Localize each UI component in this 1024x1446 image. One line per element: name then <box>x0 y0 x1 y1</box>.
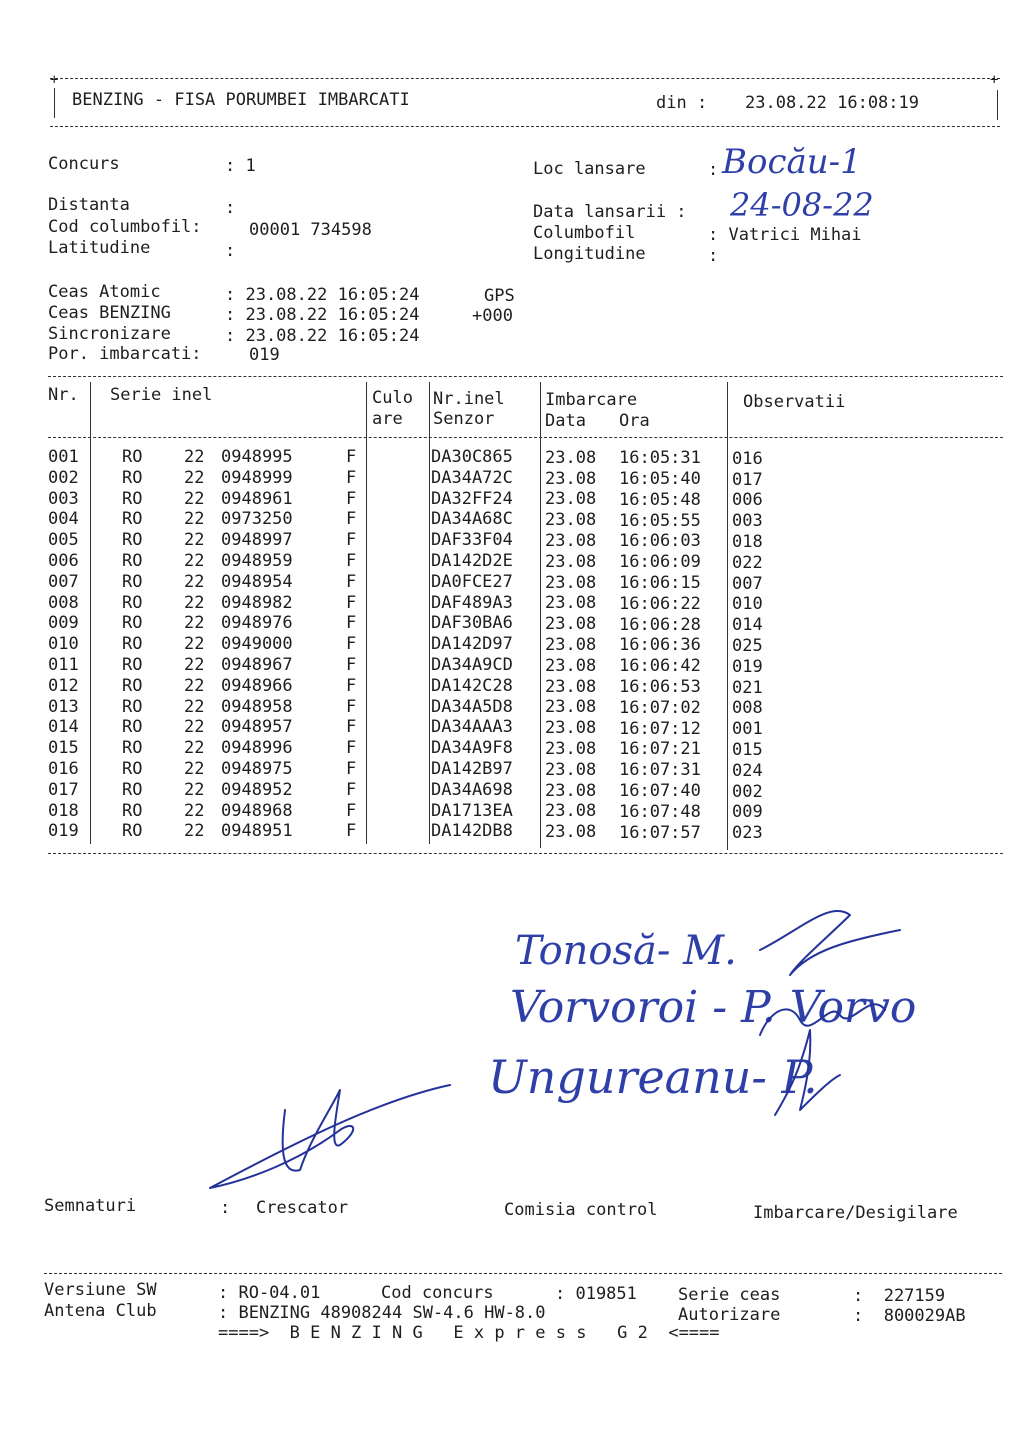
row-ring: 0948967 <box>221 655 293 675</box>
row-year: 22 <box>184 592 205 613</box>
ceas-benzing-value: : 23.08.22 16:05:24 <box>225 305 420 325</box>
row-time: 16:07:48 <box>619 801 701 822</box>
row-ring: 0948995 <box>221 447 293 467</box>
row-year: 22 <box>184 675 205 696</box>
row-sex: F <box>346 613 357 634</box>
row-country: RO <box>122 571 143 592</box>
col-header-data: Data <box>545 411 586 431</box>
row-date: 23.08 <box>545 759 597 780</box>
row-observatii: 010 <box>732 594 763 615</box>
row-nr: 015 <box>48 738 79 759</box>
row-time: 16:07:31 <box>619 760 701 781</box>
row-nr: 009 <box>48 613 79 634</box>
row-sensor: DA1713EA <box>431 800 513 821</box>
row-country: RO <box>122 592 143 613</box>
row-sex: F <box>346 800 357 821</box>
row-sex: F <box>346 717 357 738</box>
row-country: RO <box>122 467 143 488</box>
row-ring: 0948982 <box>221 592 293 613</box>
row-date: 23.08 <box>545 572 597 593</box>
cod-columbofil-label: Cod columbofil: <box>48 217 202 237</box>
data-lansarii-handwritten: 24-08-22 <box>730 186 874 224</box>
row-year: 22 <box>184 821 205 842</box>
versiune-label: Versiune SW <box>44 1280 157 1300</box>
row-time: 16:07:57 <box>619 822 701 843</box>
row-year: 22 <box>184 530 205 551</box>
row-sensor: DA34A9F8 <box>431 738 513 759</box>
row-time: 16:05:31 <box>619 448 701 469</box>
row-nr: 019 <box>48 821 79 842</box>
row-year: 22 <box>184 800 205 821</box>
row-ring: 0949000 <box>221 634 293 655</box>
row-year: 22 <box>184 551 205 571</box>
row-nr: 017 <box>48 779 79 800</box>
row-ring: 0948975 <box>221 759 293 779</box>
row-ring: 0948959 <box>221 551 293 571</box>
row-ring: 0948952 <box>221 779 293 800</box>
sincronizare-label: Sincronizare <box>48 324 171 344</box>
ceas-atomic-value: : 23.08.22 16:05:24 <box>225 285 420 305</box>
row-time: 16:07:12 <box>619 718 701 739</box>
row-sensor: DA142D2E <box>431 551 513 572</box>
row-country: RO <box>122 488 143 509</box>
row-time: 16:05:55 <box>619 510 701 531</box>
row-observatii: 021 <box>732 677 763 698</box>
latitudine-value: : <box>225 241 236 261</box>
row-nr: 014 <box>48 717 79 738</box>
concurs-value: : 1 <box>225 156 256 176</box>
row-observatii: 009 <box>732 802 763 823</box>
ceas-benzing-suffix: +000 <box>472 306 513 326</box>
row-year: 22 <box>184 717 205 738</box>
antena-label: Antena Club <box>44 1301 157 1321</box>
signature-crescator <box>210 1085 450 1188</box>
header-din-value: 23.08.22 16:08:19 <box>745 93 919 113</box>
ceas-atomic-suffix: GPS <box>484 286 515 306</box>
row-sex: F <box>346 821 357 842</box>
row-year: 22 <box>184 759 205 779</box>
longitudine-value: : <box>708 246 719 266</box>
row-sensor: DAF30BA6 <box>431 613 513 634</box>
col-header-nrinel: Nr.inel <box>433 389 505 409</box>
row-year: 22 <box>184 779 205 800</box>
row-observatii: 006 <box>732 490 763 511</box>
row-observatii: 018 <box>732 532 763 553</box>
row-country: RO <box>122 634 143 655</box>
row-nr: 012 <box>48 675 79 696</box>
row-nr: 010 <box>48 634 79 655</box>
row-nr: 011 <box>48 655 79 675</box>
row-sex: F <box>346 571 357 592</box>
col-header-culo: Culo <box>372 388 413 408</box>
row-sensor: DA142B97 <box>431 759 513 780</box>
row-date: 23.08 <box>545 718 597 739</box>
row-country: RO <box>122 696 143 717</box>
row-date: 23.08 <box>545 801 597 822</box>
row-sensor: DA30C865 <box>431 447 513 468</box>
handwritten-name-3: Ungureanu- P. <box>488 1050 818 1104</box>
row-country: RO <box>122 447 143 467</box>
semnaturi-crescator: Crescator <box>256 1198 349 1218</box>
semnaturi-colon: : <box>220 1198 231 1218</box>
antena-value: : BENZING 48908244 SW-4.6 HW-8.0 <box>218 1303 546 1323</box>
ceas-atomic-label: Ceas Atomic <box>48 282 161 302</box>
row-country: RO <box>122 800 143 821</box>
col-header-nr: Nr. <box>48 385 79 405</box>
row-date: 23.08 <box>545 614 597 635</box>
row-year: 22 <box>184 634 205 655</box>
versiune-value: : RO-04.01 <box>218 1283 321 1303</box>
row-country: RO <box>122 738 143 759</box>
concurs-label: Concurs <box>48 154 120 174</box>
row-sex: F <box>346 530 357 551</box>
row-nr: 016 <box>48 759 79 779</box>
row-sensor: DA142DB8 <box>431 821 513 842</box>
row-sensor: DA34A68C <box>431 509 513 530</box>
row-sensor: DA0FCE27 <box>431 571 513 592</box>
row-nr: 004 <box>48 509 79 530</box>
cod-columbofil-value: 00001 734598 <box>249 220 372 240</box>
col-header-imbarcare: Imbarcare <box>545 390 638 410</box>
semnaturi-comisia: Comisia control <box>504 1200 658 1220</box>
row-ring: 0948961 <box>221 488 293 509</box>
row-ring: 0948954 <box>221 571 293 592</box>
row-sensor: DAF489A3 <box>431 592 513 613</box>
row-year: 22 <box>184 696 205 717</box>
row-observatii: 002 <box>732 781 763 802</box>
autorizare-value: : 800029AB <box>853 1306 966 1326</box>
row-observatii: 001 <box>732 719 763 740</box>
row-ring: 0948999 <box>221 467 293 488</box>
semnaturi-label: Semnaturi <box>44 1196 137 1216</box>
row-time: 16:05:48 <box>619 489 701 510</box>
row-year: 22 <box>184 488 205 509</box>
row-sensor: DA34A72C <box>431 467 513 488</box>
header-corner-tr: + <box>990 72 999 88</box>
row-ring: 0948996 <box>221 738 293 759</box>
row-ring: 0948951 <box>221 821 293 842</box>
row-year: 22 <box>184 447 205 467</box>
row-ring: 0948968 <box>221 800 293 821</box>
row-sensor: DA142D97 <box>431 634 513 655</box>
row-ring: 0948976 <box>221 613 293 634</box>
row-date: 23.08 <box>545 489 597 510</box>
row-date: 23.08 <box>545 655 597 676</box>
row-time: 16:06:53 <box>619 676 701 697</box>
row-ring: 0973250 <box>221 509 293 530</box>
row-sex: F <box>346 488 357 509</box>
footer-separator <box>44 1273 1002 1274</box>
por-imbarcati-value: 019 <box>249 345 280 365</box>
serie-ceas-value: : 227159 <box>853 1286 946 1306</box>
row-observatii: 022 <box>732 552 763 573</box>
row-time: 16:06:09 <box>619 552 701 573</box>
distanta-value: : <box>225 198 236 218</box>
signature-scribble-3 <box>775 1030 840 1115</box>
row-time: 16:05:40 <box>619 468 701 489</box>
row-country: RO <box>122 655 143 675</box>
row-time: 16:06:22 <box>619 593 701 614</box>
serie-ceas-label: Serie ceas <box>678 1285 781 1305</box>
row-nr: 006 <box>48 551 79 571</box>
row-date: 23.08 <box>545 593 597 614</box>
row-observatii: 015 <box>732 740 763 761</box>
row-country: RO <box>122 717 143 738</box>
row-observatii: 007 <box>732 573 763 594</box>
row-country: RO <box>122 509 143 530</box>
header-din-label: din : <box>656 93 708 113</box>
columbofil-value: : Vatrici Mihai <box>708 225 862 245</box>
row-nr: 001 <box>48 447 79 467</box>
signature-scribble-2 <box>760 1004 885 1035</box>
row-year: 22 <box>184 613 205 634</box>
row-date: 23.08 <box>545 468 597 489</box>
col-header-ora: Ora <box>619 411 650 431</box>
row-time: 16:07:21 <box>619 739 701 760</box>
por-imbarcati-label: Por. imbarcati: <box>48 344 202 364</box>
row-time: 16:06:36 <box>619 635 701 656</box>
signature-scribble-1 <box>760 911 900 975</box>
row-date: 23.08 <box>545 634 597 655</box>
col-header-senzor: Senzor <box>433 409 495 429</box>
handwritten-name-1: Tonosă- M. <box>515 928 737 974</box>
row-year: 22 <box>184 467 205 488</box>
row-sensor: DA34A5D8 <box>431 696 513 717</box>
row-observatii: 016 <box>732 448 763 469</box>
row-time: 16:07:40 <box>619 780 701 801</box>
col-header-culo-2: are <box>372 409 403 429</box>
row-country: RO <box>122 821 143 842</box>
row-date: 23.08 <box>545 530 597 551</box>
row-ring: 0948966 <box>221 675 293 696</box>
row-year: 22 <box>184 509 205 530</box>
row-date: 23.08 <box>545 738 597 759</box>
row-country: RO <box>122 779 143 800</box>
loc-lansare-colon: : <box>708 160 719 180</box>
row-time: 16:06:15 <box>619 572 701 593</box>
latitudine-label: Latitudine <box>48 238 151 258</box>
row-sex: F <box>346 738 357 759</box>
row-sensor: DA34AAA3 <box>431 717 513 738</box>
row-country: RO <box>122 613 143 634</box>
row-nr: 007 <box>48 571 79 592</box>
row-observatii: 003 <box>732 511 763 532</box>
row-country: RO <box>122 551 143 571</box>
semnaturi-imbarcare: Imbarcare/Desigilare <box>753 1203 958 1223</box>
row-ring: 0948957 <box>221 717 293 738</box>
handwritten-name-2: Vorvoroi - P. Vorvo <box>510 982 917 1033</box>
row-time: 16:06:28 <box>619 614 701 635</box>
loc-lansare-handwritten: Bocău-1 <box>722 142 862 182</box>
row-sensor: DAF33F04 <box>431 530 513 551</box>
row-sex: F <box>346 759 357 779</box>
row-observatii: 008 <box>732 698 763 719</box>
row-sex: F <box>346 447 357 467</box>
row-sex: F <box>346 675 357 696</box>
row-date: 23.08 <box>545 697 597 718</box>
row-observatii: 023 <box>732 823 763 844</box>
columbofil-label: Columbofil <box>533 223 636 243</box>
distanta-label: Distanta <box>48 195 130 215</box>
row-year: 22 <box>184 571 205 592</box>
row-nr: 008 <box>48 592 79 613</box>
autorizare-label: Autorizare <box>678 1305 781 1325</box>
row-nr: 002 <box>48 467 79 488</box>
row-year: 22 <box>184 655 205 675</box>
data-lansarii-label: Data lansarii : <box>533 202 687 222</box>
row-observatii: 024 <box>732 760 763 781</box>
row-observatii: 019 <box>732 656 763 677</box>
row-ring: 0948958 <box>221 696 293 717</box>
row-date: 23.08 <box>545 447 597 468</box>
row-nr: 005 <box>48 530 79 551</box>
row-sex: F <box>346 592 357 613</box>
row-sex: F <box>346 696 357 717</box>
row-observatii: 017 <box>732 469 763 490</box>
col-header-observatii: Observatii <box>743 392 846 412</box>
row-sex: F <box>346 634 357 655</box>
row-observatii: 025 <box>732 636 763 657</box>
row-sensor: DA142C28 <box>431 675 513 696</box>
sincronizare-value: : 23.08.22 16:05:24 <box>225 326 420 346</box>
row-sensor: DA34A698 <box>431 779 513 800</box>
row-time: 16:06:42 <box>619 656 701 677</box>
row-sex: F <box>346 779 357 800</box>
row-ring: 0948997 <box>221 530 293 551</box>
row-time: 16:07:02 <box>619 697 701 718</box>
row-date: 23.08 <box>545 551 597 572</box>
loc-lansare-label: Loc lansare <box>533 159 646 179</box>
row-nr: 003 <box>48 488 79 509</box>
row-date: 23.08 <box>545 822 597 843</box>
row-sensor: DA34A9CD <box>431 655 513 676</box>
row-country: RO <box>122 675 143 696</box>
row-nr: 013 <box>48 696 79 717</box>
cod-concurs-value: : 019851 <box>555 1284 637 1304</box>
row-sex: F <box>346 551 357 571</box>
header-corner-tl: + <box>50 72 59 88</box>
row-sex: F <box>346 467 357 488</box>
row-date: 23.08 <box>545 510 597 531</box>
col-header-serie: Serie inel <box>110 385 213 405</box>
row-nr: 018 <box>48 800 79 821</box>
row-country: RO <box>122 530 143 551</box>
row-time: 16:06:03 <box>619 531 701 552</box>
ceas-benzing-label: Ceas BENZING <box>48 303 171 323</box>
benzing-banner: ====> B E N Z I N G E x p r e s s G 2 <==== <box>218 1323 720 1343</box>
row-date: 23.08 <box>545 676 597 697</box>
row-sex: F <box>346 655 357 675</box>
row-sensor: DA32FF24 <box>431 488 513 509</box>
row-sex: F <box>346 509 357 530</box>
row-year: 22 <box>184 738 205 759</box>
row-observatii: 014 <box>732 615 763 636</box>
header-title: BENZING - FISA PORUMBEI IMBARCATI <box>72 90 410 110</box>
row-date: 23.08 <box>545 780 597 801</box>
row-country: RO <box>122 759 143 779</box>
longitudine-label: Longitudine <box>533 244 646 264</box>
cod-concurs-label: Cod concurs <box>381 1283 494 1303</box>
